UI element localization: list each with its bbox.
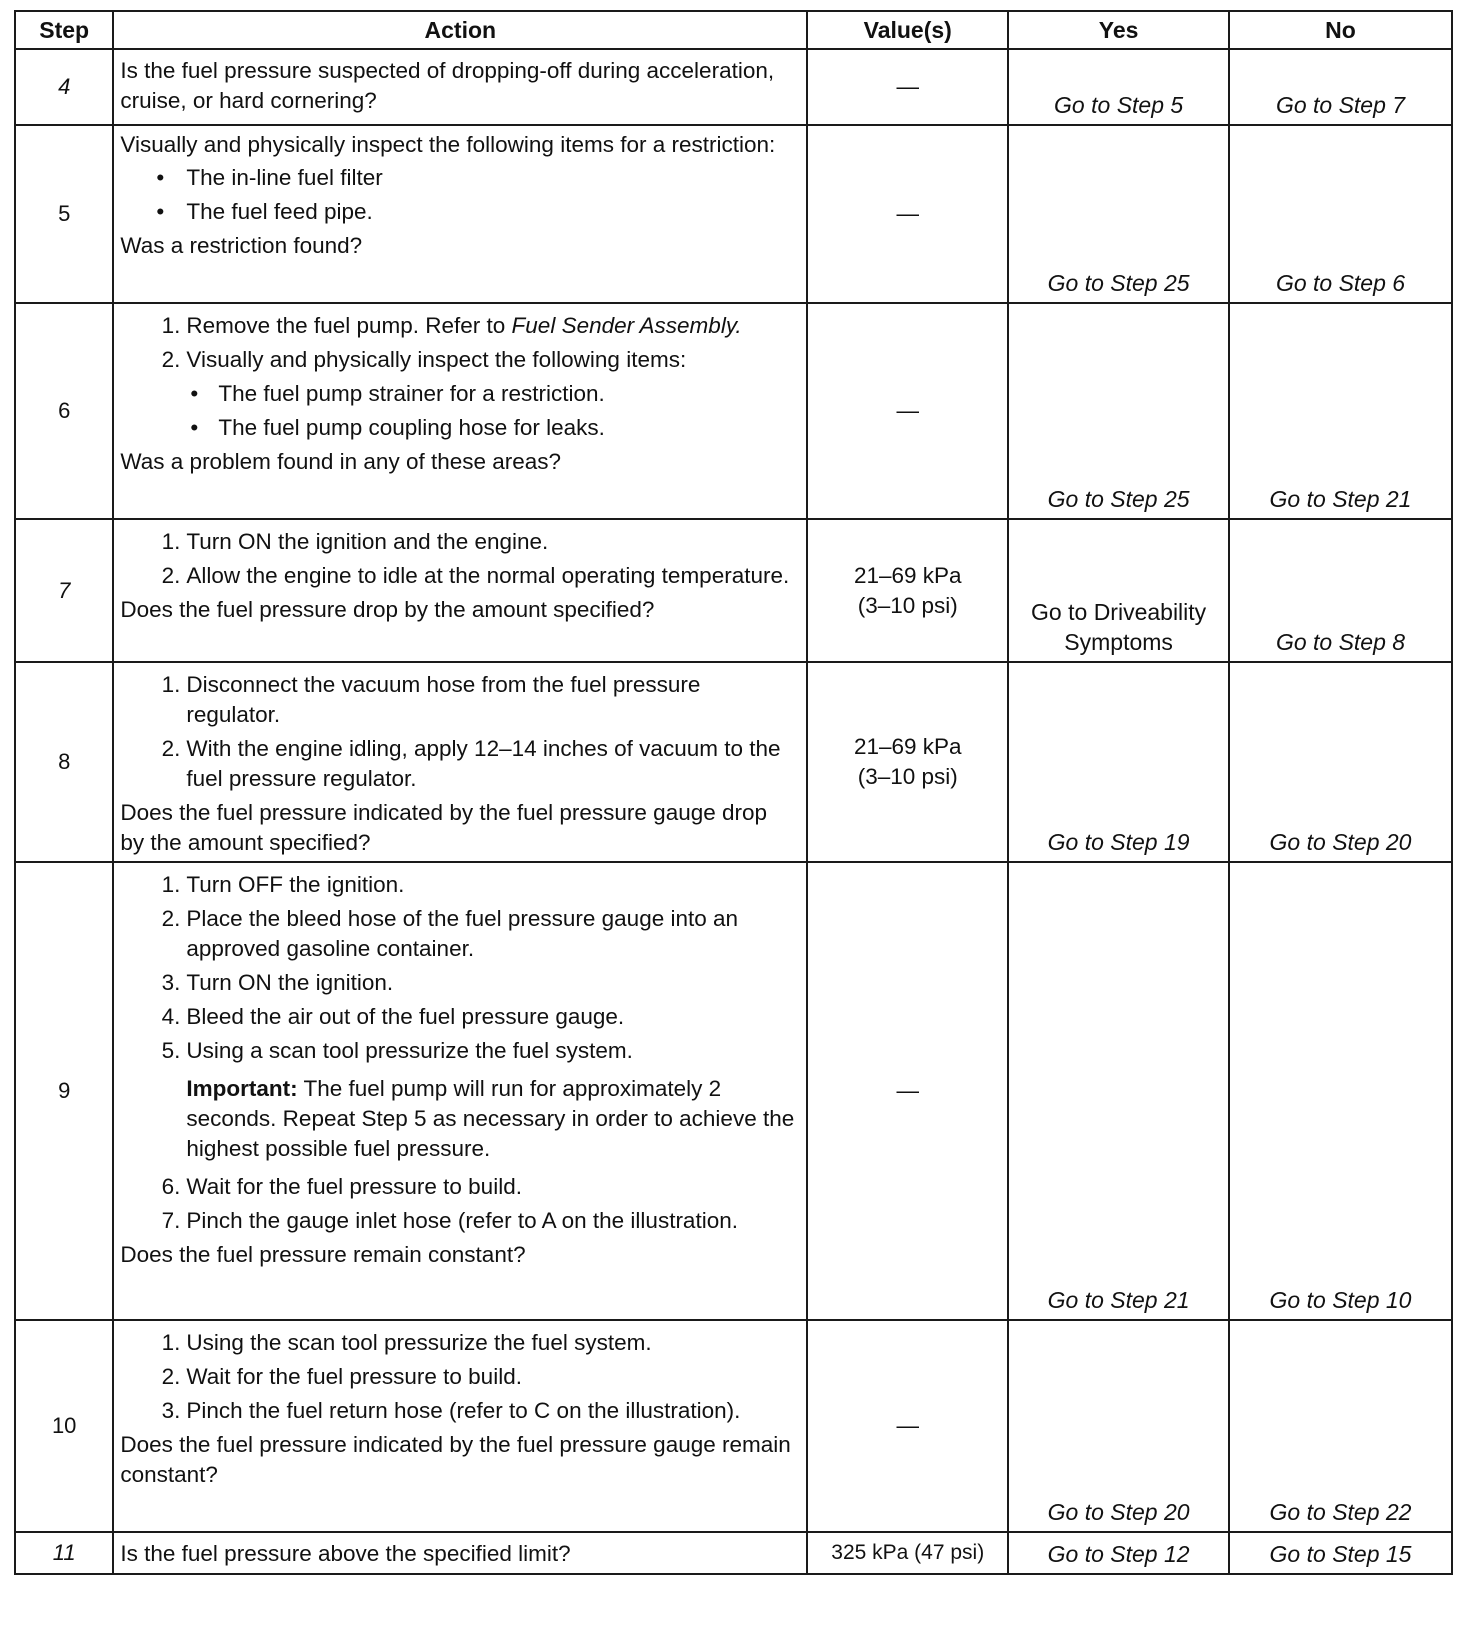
no-cell: Go to Step 21 xyxy=(1229,303,1452,519)
no-cell: Go to Step 20 xyxy=(1229,662,1452,862)
manual-reference: Fuel Sender Assembly. xyxy=(511,313,742,338)
table-row-step-9 xyxy=(15,862,1452,1320)
table-row-step-7 xyxy=(15,519,1452,662)
value-cell: 325 kPa (47 psi) xyxy=(807,1532,1008,1574)
no-cell: Go to Step 8 xyxy=(1229,519,1452,662)
action-cell xyxy=(113,125,807,303)
header-yes: Yes xyxy=(1008,11,1229,49)
action-cell xyxy=(113,519,807,662)
yes-cell: Go to Step 19 xyxy=(1008,662,1229,862)
yes-cell: Go to Step 12 xyxy=(1008,1532,1229,1574)
list-item: 2. Wait for the fuel pressure to build. xyxy=(161,1364,522,1389)
action-cell xyxy=(113,862,807,1320)
question-text: Does the fuel pressure drop by the amount specified? xyxy=(120,597,655,622)
bullet-marker: • xyxy=(190,415,199,440)
no-cell: Go to Step 6 xyxy=(1229,125,1452,303)
question-text: Is the fuel pressure above the specified limit? xyxy=(120,1541,571,1566)
important-note: Important: The fuel pump will run for approximately 2 seconds. Repeat Step 5 as necessary in order to achieve the highest possible fuel pressure. xyxy=(186,1076,795,1161)
action-cell xyxy=(113,1320,807,1532)
step-number: 9 xyxy=(15,862,113,1320)
table-row-step-5 xyxy=(15,125,1452,303)
no-cell: Go to Step 7 xyxy=(1229,49,1452,125)
yes-cell: Go to Step 21 xyxy=(1008,862,1229,1320)
instruction-intro: Visually and physically inspect the following items for a restriction: xyxy=(120,132,776,157)
no-cell: Go to Step 22 xyxy=(1229,1320,1452,1532)
table-row-step-8 xyxy=(15,662,1452,862)
question-text: Is the fuel pressure suspected of dropping-off during acceleration, cruise, or hard cornering? xyxy=(120,58,775,113)
step-number: 6 xyxy=(15,303,113,519)
step-number: 10 xyxy=(15,1320,113,1532)
question-text: Does the fuel pressure indicated by the fuel pressure gauge drop by the amount specified? xyxy=(120,800,768,855)
header-no: No xyxy=(1229,11,1452,49)
list-item: 3. Turn ON the ignition. xyxy=(161,970,394,995)
list-item: 5. Using a scan tool pressurize the fuel system. xyxy=(161,1038,633,1063)
list-item: 1. Using the scan tool pressurize the fuel system. xyxy=(161,1330,652,1355)
yes-cell: Go to Driveability Symptoms xyxy=(1008,519,1229,662)
list-item: 2. Place the bleed hose of the fuel pressure gauge into an approved gasoline container. xyxy=(161,906,739,961)
list-item: 1. Disconnect the vacuum hose from the fuel pressure regulator. xyxy=(161,672,701,727)
important-label: Important: xyxy=(186,1076,298,1101)
table-row-step-10 xyxy=(15,1320,1452,1532)
list-item: • The in-line fuel filter xyxy=(120,163,796,193)
action-cell xyxy=(113,49,807,125)
question-text: Does the fuel pressure remain constant? xyxy=(120,1242,526,1267)
no-cell: Go to Step 10 xyxy=(1229,862,1452,1320)
yes-cell: Go to Step 5 xyxy=(1008,49,1229,125)
action-cell xyxy=(113,303,807,519)
value-cell: — xyxy=(807,303,1008,519)
header-values: Value(s) xyxy=(807,11,1008,49)
bullet-marker: • xyxy=(156,199,165,224)
list-item: 3. Pinch the fuel return hose (refer to C on the illustration). xyxy=(161,1398,741,1423)
table-row-step-4 xyxy=(15,49,1452,125)
question-text: Was a restriction found? xyxy=(120,233,363,258)
no-cell: Go to Step 15 xyxy=(1229,1532,1452,1574)
list-item: 7. Pinch the gauge inlet hose (refer to A on the illustration. xyxy=(161,1208,738,1233)
list-item: 2. With the engine idling, apply 12–14 inches of vacuum to the fuel pressure regulator. xyxy=(161,736,781,791)
step-number: 5 xyxy=(15,125,113,303)
list-item: 2. Allow the engine to idle at the normal operating temperature. xyxy=(161,563,790,588)
list-item: 6. Wait for the fuel pressure to build. xyxy=(161,1174,522,1199)
header-row xyxy=(15,11,1452,49)
yes-cell: Go to Step 25 xyxy=(1008,125,1229,303)
value-cell: — xyxy=(807,1320,1008,1532)
table-row-step-6 xyxy=(15,303,1452,519)
value-cell: 21–69 kPa (3–10 psi) xyxy=(807,519,1008,662)
step-number: 7 xyxy=(15,519,113,662)
list-item: 2. Visually and physically inspect the following items: xyxy=(161,347,687,372)
value-cell: — xyxy=(807,125,1008,303)
list-item: 4. Bleed the air out of the fuel pressure gauge. xyxy=(161,1004,625,1029)
table-row-step-11 xyxy=(15,1532,1452,1574)
action-cell xyxy=(113,1532,807,1574)
value-cell: 21–69 kPa (3–10 psi) xyxy=(807,662,1008,862)
list-item: 1. Remove the fuel pump. Refer to Fuel Sender Assembly. xyxy=(161,313,742,338)
header-action: Action xyxy=(113,11,807,49)
bullet-marker: • xyxy=(190,381,199,406)
value-cell: — xyxy=(807,49,1008,125)
value-cell: — xyxy=(807,862,1008,1320)
yes-cell: Go to Step 20 xyxy=(1008,1320,1229,1532)
yes-cell: Go to Step 25 xyxy=(1008,303,1229,519)
question-text: Does the fuel pressure indicated by the fuel pressure gauge remain constant? xyxy=(120,1432,791,1487)
step-number: 4 xyxy=(15,49,113,125)
list-item: 1. Turn OFF the ignition. xyxy=(161,872,405,897)
list-item: • The fuel pump coupling hose for leaks. xyxy=(120,413,796,443)
list-item: 1. Turn ON the ignition and the engine. xyxy=(161,529,549,554)
question-text: Was a problem found in any of these areas? xyxy=(120,449,562,474)
list-item: • The fuel feed pipe. xyxy=(120,197,796,227)
diagnostic-table xyxy=(14,10,1453,1575)
bullet-marker: • xyxy=(156,165,165,190)
step-number: 11 xyxy=(15,1532,113,1574)
action-cell xyxy=(113,662,807,862)
step-number: 8 xyxy=(15,662,113,862)
header-step: Step xyxy=(15,11,113,49)
list-item: • The fuel pump strainer for a restriction. xyxy=(120,379,796,409)
